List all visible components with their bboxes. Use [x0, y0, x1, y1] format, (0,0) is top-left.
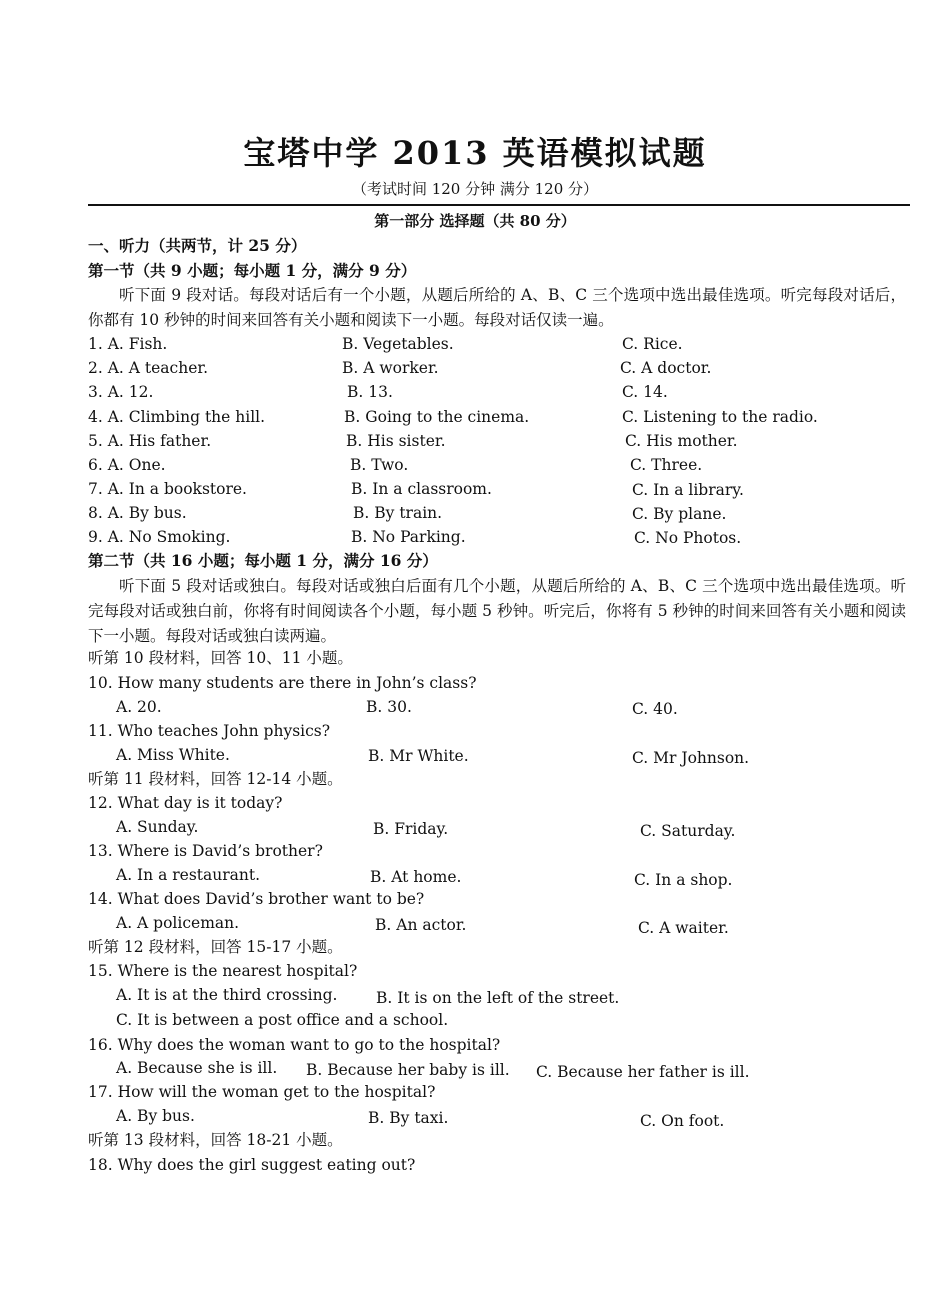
q16-option-c: C. Because her father is ill. — [536, 1063, 750, 1081]
part2-instructions: 听下面 5 段对话或独白。每段对话或独白后面有几个小题，从题后所给的 A、B、C 三个选项中选出最佳选项。听完每段对话或独白前，你将有时间阅读各个小题，每小题 5 秒钟。听完后，你将有 5 秒钟的时间来回答有关小题和阅读下一小题。每段对话或独白读两遍。 — [88, 577, 906, 645]
q2-option-b: B. A worker. — [342, 359, 439, 377]
q13-option-b: B. At home. — [370, 868, 462, 886]
q5-option-b: B. His sister. — [346, 432, 446, 450]
q14-stem: 14. What does David’s brother want to be? — [88, 890, 425, 908]
q12-stem: 12. What day is it today? — [88, 794, 283, 812]
part-header: 第一部分 选择题（共 80 分） — [374, 212, 576, 230]
q9-option-a: 9. A. No Smoking. — [88, 528, 231, 546]
group-label-12: 听第 12 段材料，回答 15-17 小题。 — [88, 938, 343, 956]
q17-option-b: B. By taxi. — [368, 1109, 449, 1127]
q17-option-c: C. On foot. — [640, 1112, 725, 1130]
group-label-11: 听第 11 段材料，回答 12-14 小题。 — [88, 770, 343, 788]
q5-option-c: C. His mother. — [625, 432, 738, 450]
section-heading: 一、听力（共两节，计 25 分） — [88, 236, 307, 255]
q16-option-a: A. Because she is ill. — [116, 1059, 278, 1077]
part1-instructions: 听下面 9 段对话。每段对话后有一个小题，从题后所给的 A、B、C 三个选项中选出最佳选项。听完每段对话后，你都有 10 秒钟的时间来回答有关小题和阅读下一小题。每段对话仅读一遍。 — [88, 286, 906, 329]
q17-option-a: A. By bus. — [116, 1107, 195, 1125]
q6-option-c: C. Three. — [630, 456, 703, 474]
header-divider — [88, 204, 910, 206]
q8-option-a: 8. A. By bus. — [88, 504, 187, 522]
q4-option-b: B. Going to the cinema. — [344, 408, 530, 426]
q3-option-b: B. 13. — [347, 383, 393, 401]
q9-option-c: C. No Photos. — [634, 529, 742, 547]
q10-option-a: A. 20. — [116, 698, 162, 716]
q1-option-b: B. Vegetables. — [342, 335, 454, 353]
q14-option-b: B. An actor. — [375, 916, 467, 934]
exam-title: 宝塔中学 2013 英语模拟试题 — [243, 134, 707, 172]
q6-option-a: 6. A. One. — [88, 456, 166, 474]
q6-option-b: B. Two. — [350, 456, 409, 474]
q1-option-c: C. Rice. — [622, 335, 683, 353]
q11-stem: 11. Who teaches John physics? — [88, 722, 331, 740]
q10-option-b: B. 30. — [366, 698, 412, 716]
q14-option-c: C. A waiter. — [638, 919, 729, 937]
q15-stem: 15. Where is the nearest hospital? — [88, 962, 358, 980]
q3-option-c: C. 14. — [622, 383, 668, 401]
part1-heading: 第一节（共 9 小题；每小题 1 分，满分 9 分） — [88, 261, 417, 280]
q12-option-a: A. Sunday. — [116, 818, 199, 836]
q15-option-c: C. It is between a post office and a school. — [116, 1011, 449, 1029]
q1-option-a: 1. A. Fish. — [88, 335, 168, 353]
q8-option-c: C. By plane. — [632, 505, 727, 523]
q13-stem: 13. Where is David’s brother? — [88, 842, 323, 860]
q17-stem: 17. How will the woman get to the hospital? — [88, 1083, 436, 1101]
q4-option-a: 4. A. Climbing the hill. — [88, 408, 266, 426]
q3-option-a: 3. A. 12. — [88, 383, 154, 401]
q7-option-a: 7. A. In a bookstore. — [88, 480, 247, 498]
q7-option-b: B. In a classroom. — [351, 480, 492, 498]
q16-option-b: B. Because her baby is ill. — [306, 1061, 510, 1079]
q15-option-a: A. It is at the third crossing. — [116, 986, 338, 1004]
q5-option-a: 5. A. His father. — [88, 432, 212, 450]
group-label-10: 听第 10 段材料，回答 10、11 小题。 — [88, 649, 353, 667]
q9-option-b: B. No Parking. — [351, 528, 466, 546]
q2-option-c: C. A doctor. — [620, 359, 712, 377]
part2-heading: 第二节（共 16 小题；每小题 1 分，满分 16 分） — [88, 551, 438, 570]
q14-option-a: A. A policeman. — [116, 914, 240, 932]
q13-option-c: C. In a shop. — [634, 871, 733, 889]
q7-option-c: C. In a library. — [632, 481, 744, 499]
q11-option-b: B. Mr White. — [368, 747, 469, 765]
exam-subtitle: （考试时间 120 分钟 满分 120 分） — [351, 180, 599, 198]
q12-option-c: C. Saturday. — [640, 822, 736, 840]
q15-option-b: B. It is on the left of the street. — [376, 989, 620, 1007]
q10-option-c: C. 40. — [632, 700, 678, 718]
q10-stem: 10. How many students are there in John’s class? — [88, 674, 477, 692]
group-label-13: 听第 13 段材料，回答 18-21 小题。 — [88, 1131, 343, 1149]
q12-option-b: B. Friday. — [373, 820, 449, 838]
q8-option-b: B. By train. — [353, 504, 443, 522]
q4-option-c: C. Listening to the radio. — [622, 408, 818, 426]
q11-option-a: A. Miss White. — [116, 746, 230, 764]
q16-stem: 16. Why does the woman want to go to the hospital? — [88, 1036, 501, 1054]
q13-option-a: A. In a restaurant. — [116, 866, 261, 884]
q18-stem: 18. Why does the girl suggest eating out? — [88, 1156, 416, 1174]
q11-option-c: C. Mr Johnson. — [632, 749, 750, 767]
q2-option-a: 2. A. A teacher. — [88, 359, 208, 377]
